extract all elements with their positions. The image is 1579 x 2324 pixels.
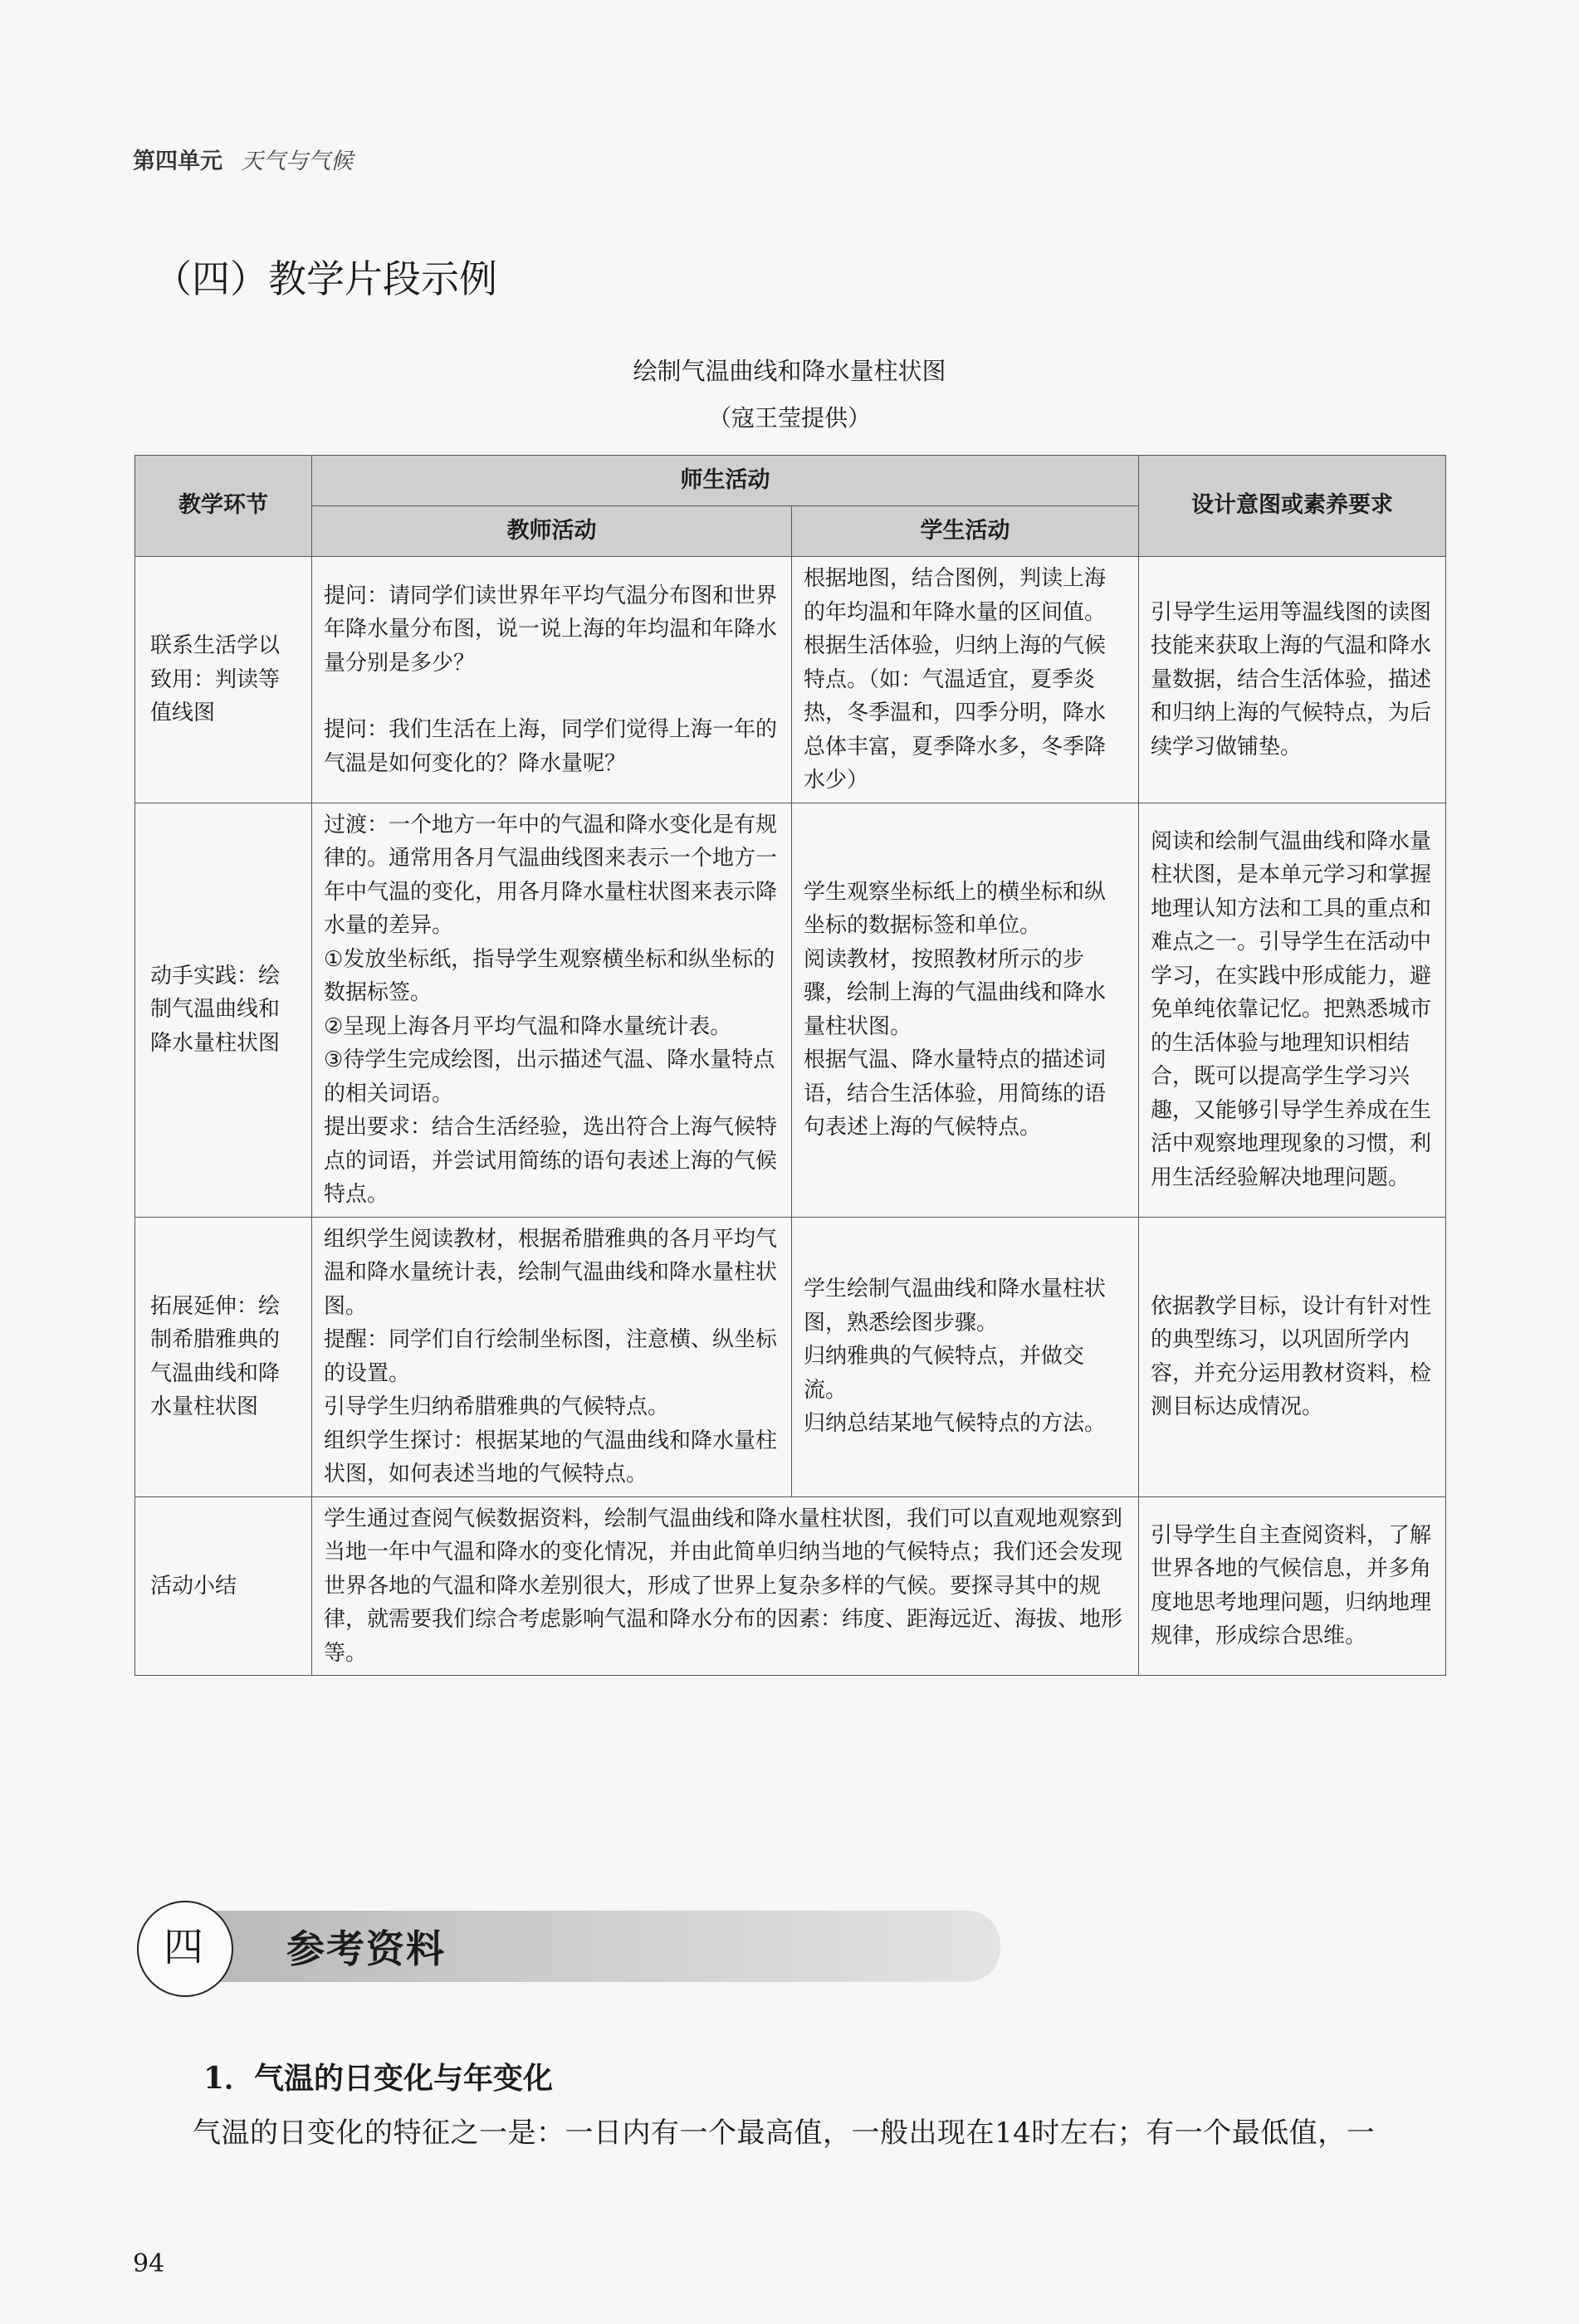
section-title: （四）教学片段示例 [154,256,497,301]
table-header-row [135,456,1446,506]
intent-cell [1139,803,1446,1217]
teacher-cell [312,803,792,1217]
teacher-cell [312,557,792,803]
student-text: 学生观察坐标纸上的横坐标和纵坐标的数据标签和单位。 阅读教材，按照教材所示的步骤，绘制上海的气温曲线和降水量柱状图。 根据气温、降水量特点的描述词语，结合生活体验，用简练的语句表述上海的气候特点。 [804,879,1107,1140]
table-title: 绘制气温曲线和降水量柱状图 [633,357,946,385]
header-student: 学生活动 [792,506,1139,557]
table-row [135,557,1446,803]
table-row [135,1496,1446,1676]
summary-text: 学生通过查阅气候数据资料，绘制气温曲线和降水量柱状图，我们可以直观地观察到当地一年中气温和降水的变化情况，并由此简单归纳当地的气候特点；我们还会发现世界各地的气温和降水差别很大，形成了世界上复杂多样的气候。要探寻其中的规律，就需要我们综合考虑影响气温和降水分布的因素：纬度、距海远近、海拔、地形等。 [324,1506,1123,1666]
section-number: 四 [163,1924,203,1970]
paragraph-gap [324,680,780,713]
header-activities: 师生活动 [312,456,1139,506]
intent-text: 引导学生运用等温线图的读图技能来获取上海的气温和降水量数据，结合生活体验，描述和归纳上海的气候特点，为后续学习做铺垫。 [1151,599,1432,759]
stage-cell [135,803,312,1217]
stage-cell [135,1496,312,1676]
summary-cell [312,1496,1139,1676]
teacher-text: 提问：请同学们读世界年平均气温分布图和世界年降水量分布图，说一说上海的年均温和年降水量分别是多少？ [324,583,778,676]
stage-text: 拓展延伸：绘制希腊雅典的气温曲线和降水量柱状图 [150,1293,281,1419]
student-text: 学生绘制气温曲线和降水量柱状图，熟悉绘图步骤。 归纳雅典的气候特点，并做交流。 归纳总结某地气候特点的方法。 [804,1277,1107,1437]
section-label: 参考资料 [286,1926,446,1971]
stage-text: 活动小结 [150,1573,237,1599]
section-banner [137,1901,1000,2004]
stage-cell [135,1217,312,1496]
body-paragraph: 气温的日变化的特征之一是：一日内有一个最高值，一般出现在14时左右；有一个最低值，一 [193,2116,1376,2150]
teacher-text: 提问：我们生活在上海，同学们觉得上海一年的气温是如何变化的？降水量呢？ [324,717,778,776]
teacher-text: 组织学生阅读教材，根据希腊雅典的各月平均气温和降水量统计表，绘制气温曲线和降水量柱状图。 提醒：同学们自行绘制坐标图，注意横、纵坐标的设置。 引导学生归纳希腊雅典的气候特点。 组织学生探讨：根据某地的气温曲线和降水量柱状图，如何表述当地的气候特点。 [324,1226,778,1487]
header-teacher: 教师活动 [312,506,792,557]
intent-cell [1139,1217,1446,1496]
student-cell [792,803,1139,1217]
header-stage: 教学环节 [135,456,312,557]
stage-text: 联系生活学以致用：判读等值线图 [150,633,281,725]
subheading: 1．气温的日变化与年变化 [203,2061,554,2096]
student-cell [792,557,1139,803]
unit-label: 第四单元 [133,149,222,174]
student-cell [792,1217,1139,1496]
intent-text: 依据教学目标，设计有针对性的典型练习，以巩固所学内容，并充分运用教材资料，检测目标达成情况。 [1151,1293,1432,1419]
teacher-text: 过渡：一个地方一年中的气温和降水变化是有规律的。通常用各月气温曲线图来表示一个地方一年中气温的变化，用各月降水量柱状图来表示降水量的差异。 ①发放坐标纸，指导学生观察横坐标和纵坐标的数据标签。 ②呈现上海各月平均气温和降水量统计表。 ③待学生完成绘图，出示描述气温、降水量特点的相关词语。 提出要求：结合生活经验，选出符合上海气候特点的词语，并尝试用简练的语句表述上海的气候特点。 [324,812,778,1207]
table-row [135,1217,1446,1496]
table-subtitle: （寇王莹提供） [707,404,871,432]
stage-text: 动手实践：绘制气温曲线和降水量柱状图 [150,963,281,1056]
intent-cell [1139,557,1446,803]
page-number: 94 [133,2249,165,2278]
stage-cell [135,557,312,803]
intent-text: 引导学生自主查阅资料，了解世界各地的气候信息，并多角度地思考地理问题，归纳地理规律，形成综合思维。 [1151,1522,1432,1649]
unit-theme: 天气与气候 [241,149,353,174]
intent-text: 阅读和绘制气温曲线和降水量柱状图，是本单元学习和掌握地理认知方法和工具的重点和难点之一。引导学生在活动中学习，在实践中形成能力，避免单纯依靠记忆。把熟悉城市的生活体验与地理知识相结合，既可以提高学生学习兴趣，又能够引导学生养成在生活中观察地理现象的习惯，利用生活经验解决地理问题。 [1151,828,1432,1190]
running-header [133,143,353,175]
table-row [135,803,1446,1217]
header-intent: 设计意图或素养要求 [1139,456,1446,557]
teacher-cell [312,1217,792,1496]
intent-cell [1139,1496,1446,1676]
student-text: 根据地图，结合图例，判读上海的年均温和年降水量的区间值。 根据生活体验，归纳上海的气候特点。（如：气温适宜，夏季炎热，冬季温和，四季分明，降水总体丰富，夏季降水多，冬季降水少） [804,566,1107,793]
lesson-table [134,455,1446,1676]
